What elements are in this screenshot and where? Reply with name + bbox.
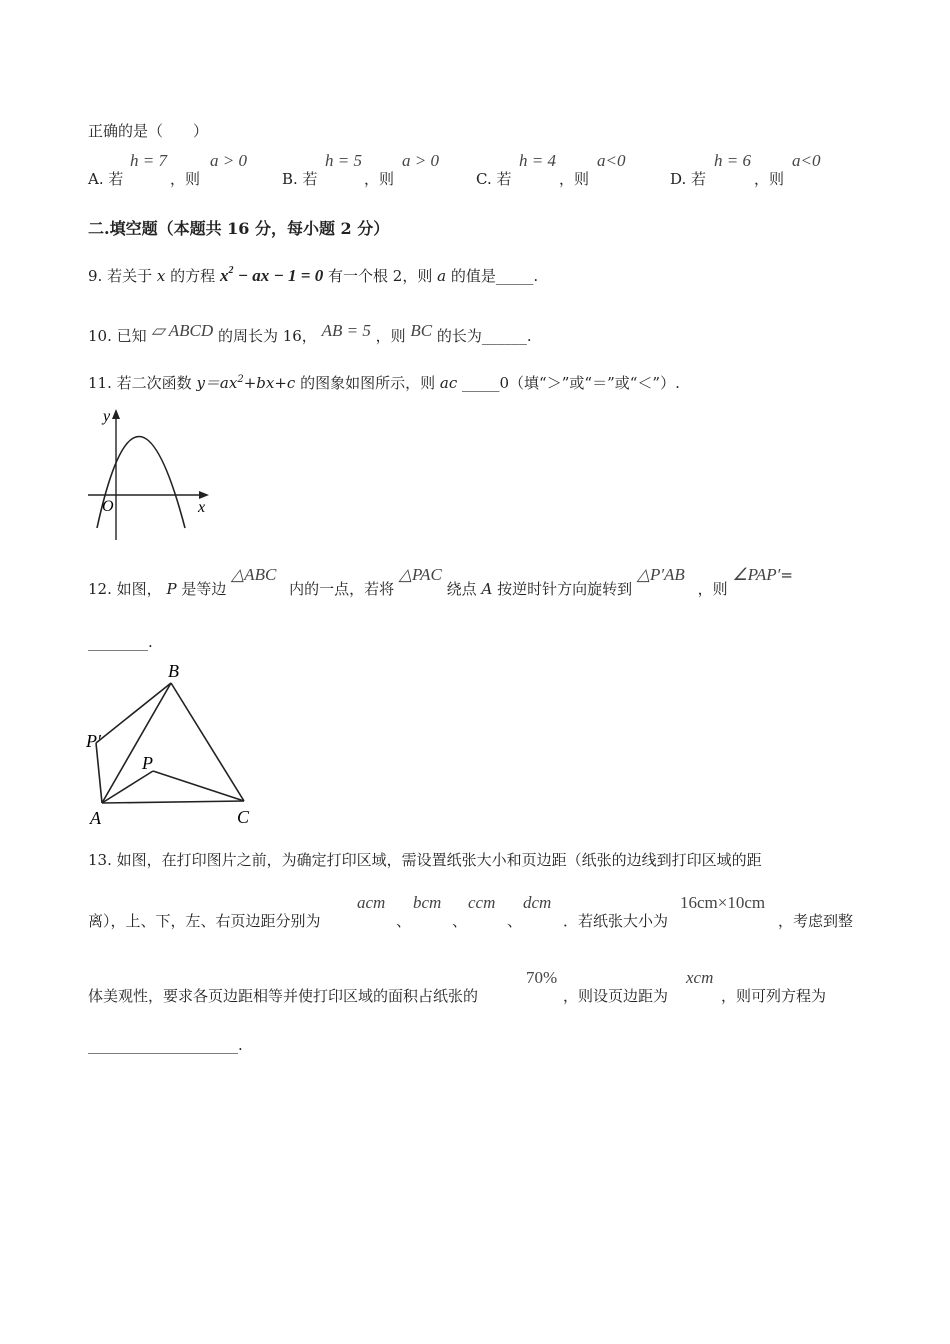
q11-ac: ac	[439, 374, 458, 392]
label-p-prime: P′	[86, 731, 101, 751]
q13-percent: 70%	[526, 968, 558, 987]
segment-ap-prime	[96, 743, 102, 803]
q9-x: x	[156, 267, 166, 285]
q12-pab: △P′AB	[636, 565, 685, 584]
question-9	[88, 265, 538, 286]
q12-abc: △ABC	[231, 565, 277, 584]
q11-pre: 若二次函数	[116, 374, 192, 392]
segment-ap	[102, 771, 153, 803]
q10-ab: AB = 5	[321, 321, 371, 340]
q13-line3-pre: 体美观性，要求各页边距相等并使打印区域的面积占纸张的	[88, 987, 479, 1005]
option-b-mid: ，则	[364, 170, 395, 188]
q11-function	[196, 374, 295, 392]
q9-mid: 的方程	[170, 267, 216, 285]
option-a-mid: ，则	[170, 170, 201, 188]
q13-xcm: xcm	[686, 968, 714, 987]
q10-abcd: ▱ ABCD	[151, 321, 214, 340]
q12-mid2: 内的一点，若将	[289, 580, 395, 598]
option-b-cond: a > 0	[402, 151, 439, 170]
option-c-mid: ，则	[559, 170, 590, 188]
option-b-label: B. 若	[282, 170, 318, 188]
q13-sep-1: 、	[396, 912, 412, 930]
q10-mid: 的周长为 16，	[217, 327, 317, 345]
q8-tail: 正确的是（ ）	[88, 122, 209, 140]
q9-post: 有一个根 2，则	[328, 267, 433, 285]
q12-blank: ________.	[88, 633, 153, 651]
option-d-cond: a<0	[792, 151, 821, 170]
option-d-h: h = 6	[714, 151, 751, 170]
option-a-h: h = 7	[130, 151, 167, 170]
q12-number: 12.	[88, 580, 112, 598]
origin-label: O	[102, 498, 114, 515]
q13-sep-3: 、	[507, 912, 523, 930]
y-axis-label: y	[103, 408, 111, 425]
q11-fn-b: +bx+c	[243, 374, 296, 392]
q13-dcm: dcm	[523, 893, 552, 912]
q12-p: P	[166, 580, 177, 598]
q12-mid4: 按逆时针方向旋转到	[497, 580, 633, 598]
q10-then: ，则	[375, 327, 406, 345]
q12-eq: =	[780, 566, 793, 584]
q9-eq-a: x	[219, 266, 229, 285]
q12-pac: △PAC	[398, 565, 442, 584]
segment-ab	[102, 683, 171, 803]
q13-blank: ____________________.	[88, 1036, 243, 1054]
q11-end: _____0（填“＞”或“＝”或“＜”）.	[462, 374, 680, 392]
option-a-cond: a > 0	[210, 151, 247, 170]
segment-ac	[102, 801, 244, 803]
q11-number: 11.	[88, 374, 112, 392]
q12-mid1: 是等边	[181, 580, 227, 598]
label-c: C	[237, 807, 250, 827]
q12-mid3: 绕点	[446, 580, 477, 598]
section-title: 二.填空题（本题共 16 分，每小题 2 分）	[88, 219, 390, 238]
q11-fn-sup: 2	[237, 374, 244, 385]
segment-pc	[153, 771, 244, 801]
option-b-h: h = 5	[325, 151, 362, 170]
q13-sep-2: 、	[452, 912, 468, 930]
q13-ccm: ccm	[468, 893, 496, 912]
q9-equation	[220, 266, 323, 285]
segment-p-prime-b	[96, 683, 171, 743]
y-axis-arrow	[112, 409, 120, 419]
x-axis-label: x	[198, 499, 206, 516]
label-a: A	[90, 808, 101, 828]
q13-bcm: bcm	[413, 893, 442, 912]
q12-then: ，则	[697, 580, 728, 598]
q13-line2-mid: ．若纸张大小为	[563, 912, 669, 930]
q12-a: A	[481, 580, 493, 598]
label-p: P	[142, 753, 153, 773]
q10-number: 10.	[88, 327, 112, 345]
q13-line1: 13. 如图，在打印图片之前，为确定打印区域，需设置纸张大小和页边距（纸张的边线到打印区域的距	[88, 851, 762, 869]
q10-pre: 已知	[116, 327, 147, 345]
parabola-figure	[85, 400, 220, 545]
option-c-h: h = 4	[519, 151, 556, 170]
option-c-label: C. 若	[476, 170, 512, 188]
q12-angle: ∠PAP′	[732, 565, 781, 584]
q9-eq-b: − ax − 1 = 0	[233, 266, 324, 285]
q12-pre: 如图，	[116, 580, 162, 598]
option-d-mid: ，则	[754, 170, 785, 188]
q9-number: 9.	[88, 267, 103, 285]
x-axis-arrow	[199, 491, 209, 499]
q9-eq-sup: 2	[228, 265, 234, 276]
q13-acm: acm	[357, 893, 386, 912]
q10-end: 的长为______.	[436, 327, 532, 345]
question-10	[88, 321, 532, 346]
option-a-label: A. 若	[88, 170, 124, 188]
q13-line2-end: ，考虑到整	[778, 912, 854, 930]
option-c-cond: a<0	[597, 151, 626, 170]
q11-fn-a: y＝ax	[196, 374, 238, 392]
question-11	[88, 372, 680, 393]
q13-size: 16cm×10cm	[680, 893, 766, 912]
label-b: B	[168, 661, 179, 681]
q9-a: a	[437, 267, 447, 285]
option-d-label: D. 若	[670, 170, 707, 188]
triangle-figure	[80, 655, 270, 830]
q11-mid: 的图象如图所示，则	[300, 374, 436, 392]
q13-line2-pre: 离），上、下，左、右页边距分别为	[88, 912, 321, 930]
question-12	[88, 565, 793, 599]
q13-line3-mid: ，则设页边距为	[563, 987, 669, 1005]
q9-end: 的值是_____.	[450, 267, 539, 285]
q13-line3-end: ，则可列方程为	[721, 987, 827, 1005]
segment-bc	[171, 683, 244, 801]
q10-bc: BC	[410, 321, 433, 340]
q9-pre: 若关于	[107, 267, 153, 285]
